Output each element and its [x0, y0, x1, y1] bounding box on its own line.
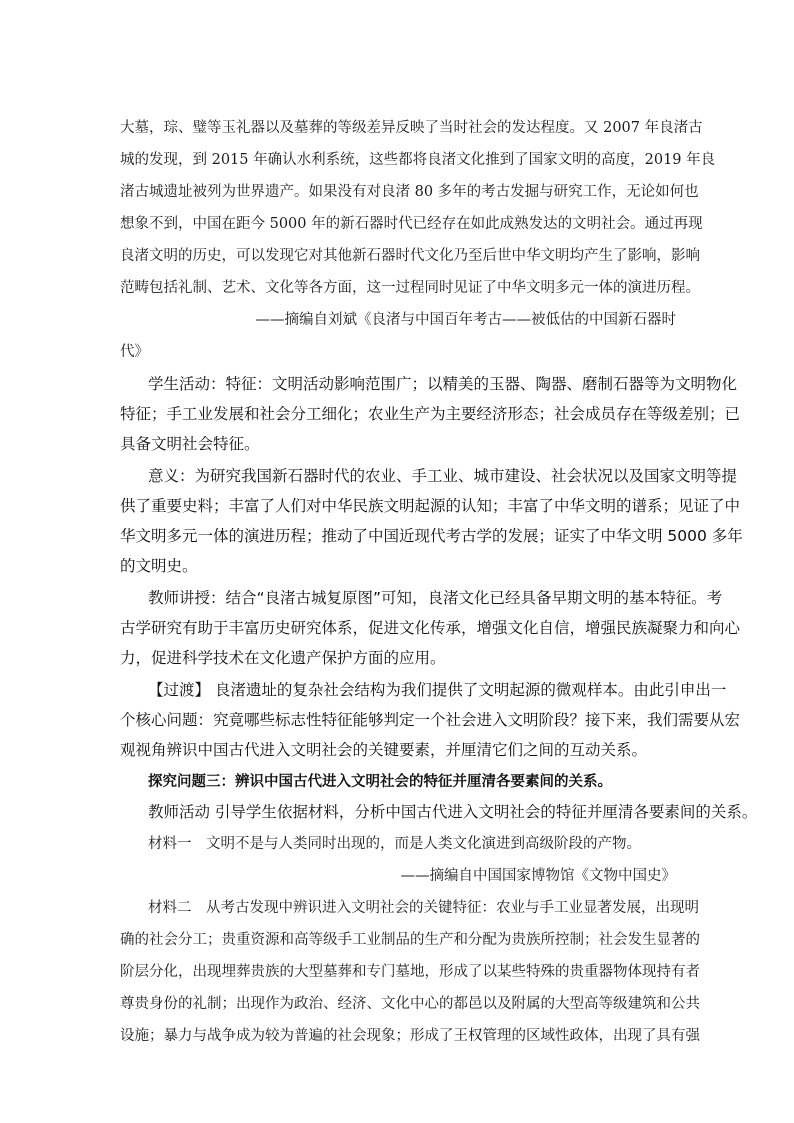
text-line: 个核心问题：究竟哪些标志性特征能够判定一个社会进入文明阶段？接下来，我们需要从宏: [120, 711, 741, 729]
citation: ——摘编自刘斌《良渚与中国百年考古——被低估的中国新石器时: [255, 312, 676, 328]
text-line: 渚古城遗址被列为世界遗产。如果没有对良渚 80 多年的考古发掘与研究工作，无论如何也: [120, 184, 699, 200]
text-line: 想象不到，中国在距今 5000 年的新石器时代已经存在如此成熟发达的文明社会。通过再现: [120, 216, 703, 232]
text-line: 尊贵身份的礼制；出现作为政治、经济、文化中心的都邑以及附属的大型高等级建筑和公共: [120, 996, 700, 1012]
student-activity-line: 学生活动：特征：文明活动影响范围广；以精美的玉器、陶器、磨制石器等为文明物化: [148, 375, 738, 393]
text-line: 的文明史。: [120, 557, 198, 575]
text-line: 观视角辨识中国古代进入文明社会的关键要素，并厘清它们之间的互动关系。: [120, 741, 648, 759]
text-line: 范畴包括礼制、艺术、文化等各方面，这一过程同时见证了中华文明多元一体的演进历程。: [120, 280, 700, 296]
teacher-lecture-line: 教师讲授：结合“良渚古城复原图”可知，良渚文化已经具备早期文明的基本特征。考: [148, 589, 723, 607]
text-line: 城的发现，到 2015 年确认水利系统，这些都将良渚文化推到了国家文明的高度，2019 年良: [120, 152, 716, 168]
text-line: 力，促进科学技术在文化遗产保护方面的应用。: [120, 649, 446, 667]
text-line: 具备文明社会特征。: [120, 435, 260, 453]
significance-line: 意义：为研究我国新石器时代的农业、手工业、城市建设、社会状况以及国家文明等提: [148, 467, 738, 485]
text-line: 华文明多元一体的演进历程；推动了中国近现代考古学的发展；证实了中华文明 5000 多年: [120, 527, 743, 545]
material-two: 材料二 从考古发现中辨识进入文明社会的关键特征：农业与手工业显著发展，出现明: [148, 900, 699, 916]
transition-line: 【过渡】 良渚遗址的复杂社会结构为我们提供了文明起源的微观样本。由此引申出一: [148, 681, 727, 699]
text-line: 大墓，琮、璧等玉礼器以及墓葬的等级差异反映了当时社会的发达程度。又 2007 年良渚古: [120, 120, 703, 136]
teacher-activity-line: 教师活动 引导学生依据材料，分析中国古代进入文明社会的特征并厘清各要素间的关系。: [148, 803, 758, 821]
text-line: 确的社会分工；贵重资源和高等级手工业制品的生产和分配为贵族所控制；社会发生显著的: [120, 932, 700, 948]
text-line: 设施；暴力与战争成为较为普遍的社会现象；形成了王权管理的区域性政体，出现了具有强: [120, 1028, 700, 1044]
material-one: 材料一 文明不是与人类同时出现的，而是人类文化演进到高级阶段的产物。: [148, 836, 641, 852]
text-line: 供了重要史料；丰富了人们对中华民族文明起源的认知；丰富了中华文明的谱系；见证了中: [120, 497, 741, 515]
text-line: 古学研究有助于丰富历史研究体系，促进文化传承，增强文化自信，增强民族凝聚力和向心: [120, 619, 741, 637]
text-line: 阶层分化，出现埋葬贵族的大型墓葬和专门墓地，形成了以某些特殊的贵重器物体现持有者: [120, 964, 700, 980]
material-one-citation: ——摘编自中国国家博物馆《文物中国史》: [400, 868, 676, 884]
inquiry-question-heading: 探究问题三：辨识中国古代进入文明社会的特征并厘清各要素间的关系。: [148, 774, 612, 790]
citation-continued: 代》: [120, 344, 149, 360]
text-line: 良渚文明的历史，可以发现它对其他新石器时代文化乃至后世中华文明均产生了影响，影响: [120, 248, 700, 264]
text-line: 特征；手工业发展和社会分工细化；农业生产为主要经济形态；社会成员存在等级差别；已: [120, 405, 741, 423]
